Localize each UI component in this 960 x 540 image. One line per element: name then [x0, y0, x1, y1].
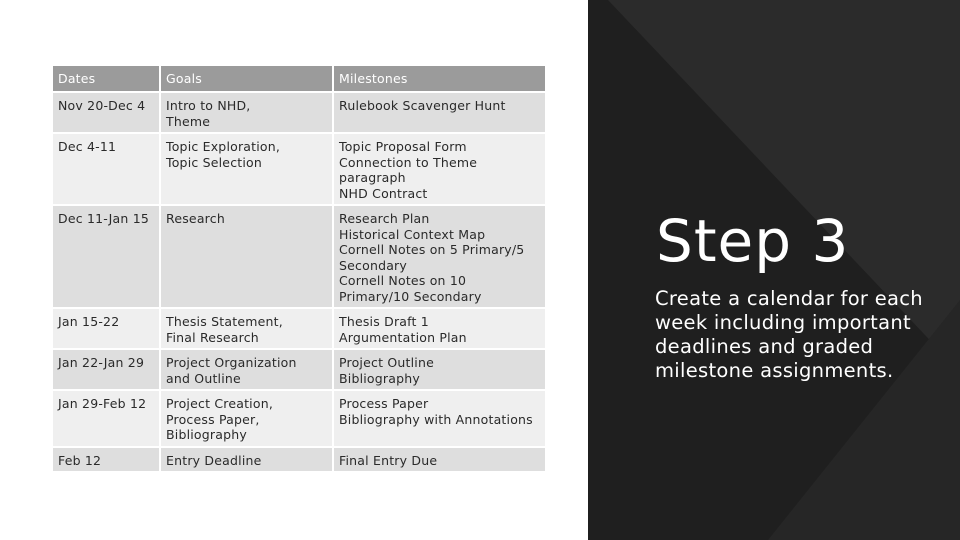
table-row — [52, 205, 546, 308]
milestones-line: Research Plan — [339, 211, 430, 226]
cell-milestones — [333, 308, 546, 349]
goals-line: Intro to NHD, — [166, 98, 251, 113]
cell-milestones — [333, 133, 546, 205]
milestones-line: Connection to Theme — [339, 154, 478, 170]
cell-milestones — [333, 390, 546, 447]
goals-line: Process Paper, — [166, 411, 260, 427]
cell-goals — [160, 92, 333, 133]
milestones-line: Primary/10 Secondary — [339, 288, 482, 304]
step-description: Create a calendar for each week including important deadlines and graded milestone assignments. — [655, 287, 923, 382]
milestones-line: Process Paper — [339, 396, 429, 411]
milestones-line: NHD Contract — [339, 185, 428, 201]
goals-line: Bibliography — [166, 427, 247, 442]
milestones-line: Bibliography with Annotations — [339, 411, 533, 427]
table-row — [52, 447, 546, 473]
cell-goals — [160, 349, 333, 390]
milestones-line: Thesis Draft 1 — [339, 314, 429, 329]
goals-line: Topic Selection — [166, 154, 263, 170]
milestones-line: Argumentation Plan — [339, 329, 467, 345]
cell-goals — [160, 133, 333, 205]
cell-dates: Feb 12 — [52, 447, 160, 473]
goals-line: Topic Exploration, — [166, 139, 281, 154]
goals-line: Entry Deadline — [166, 452, 262, 468]
goals-line: Final Research — [166, 329, 259, 345]
milestones-line: Secondary — [339, 257, 407, 273]
cell-dates: Nov 20-Dec 4 — [52, 92, 160, 133]
step-title: Step 3 — [656, 207, 850, 275]
cell-milestones — [333, 349, 546, 390]
cell-dates: Jan 29-Feb 12 — [52, 390, 160, 447]
milestones-line: Final Entry Due — [339, 452, 438, 468]
cell-dates: Dec 11-Jan 15 — [52, 205, 160, 308]
cell-goals — [160, 390, 333, 447]
goals-line: Thesis Statement, — [166, 314, 283, 329]
table-body — [52, 92, 546, 472]
cell-goals — [160, 205, 333, 308]
table-row — [52, 390, 546, 447]
cell-milestones — [333, 205, 546, 308]
table-header-row — [52, 65, 546, 92]
milestones-line: Topic Proposal Form — [339, 139, 467, 154]
milestones-line: paragraph — [339, 170, 406, 185]
milestones-line: Rulebook Scavenger Hunt — [339, 98, 506, 113]
table-row — [52, 349, 546, 390]
goals-line: and Outline — [166, 370, 241, 386]
table-row — [52, 133, 546, 205]
cell-milestones — [333, 447, 546, 473]
cell-dates: Dec 4-11 — [52, 133, 160, 205]
cell-milestones — [333, 92, 546, 133]
header-goals: Goals — [160, 65, 333, 92]
cell-goals — [160, 308, 333, 349]
milestones-line: Project Outline — [339, 355, 434, 370]
table-row — [52, 308, 546, 349]
goals-line: Theme — [166, 113, 211, 129]
milestones-line: Cornell Notes on 10 — [339, 273, 467, 288]
goals-line: Project Organization — [166, 355, 297, 370]
goals-line: Research — [166, 211, 225, 226]
table-row — [52, 92, 546, 133]
cell-goals — [160, 447, 333, 473]
milestones-line: Historical Context Map — [339, 226, 486, 242]
milestones-line: Bibliography — [339, 370, 420, 386]
header-milestones: Milestones — [333, 65, 546, 92]
header-dates: Dates — [52, 65, 160, 92]
schedule-table — [51, 64, 547, 473]
milestones-line: Cornell Notes on 5 Primary/5 — [339, 242, 525, 257]
cell-dates: Jan 22-Jan 29 — [52, 349, 160, 390]
goals-line: Project Creation, — [166, 396, 274, 411]
cell-dates: Jan 15-22 — [52, 308, 160, 349]
